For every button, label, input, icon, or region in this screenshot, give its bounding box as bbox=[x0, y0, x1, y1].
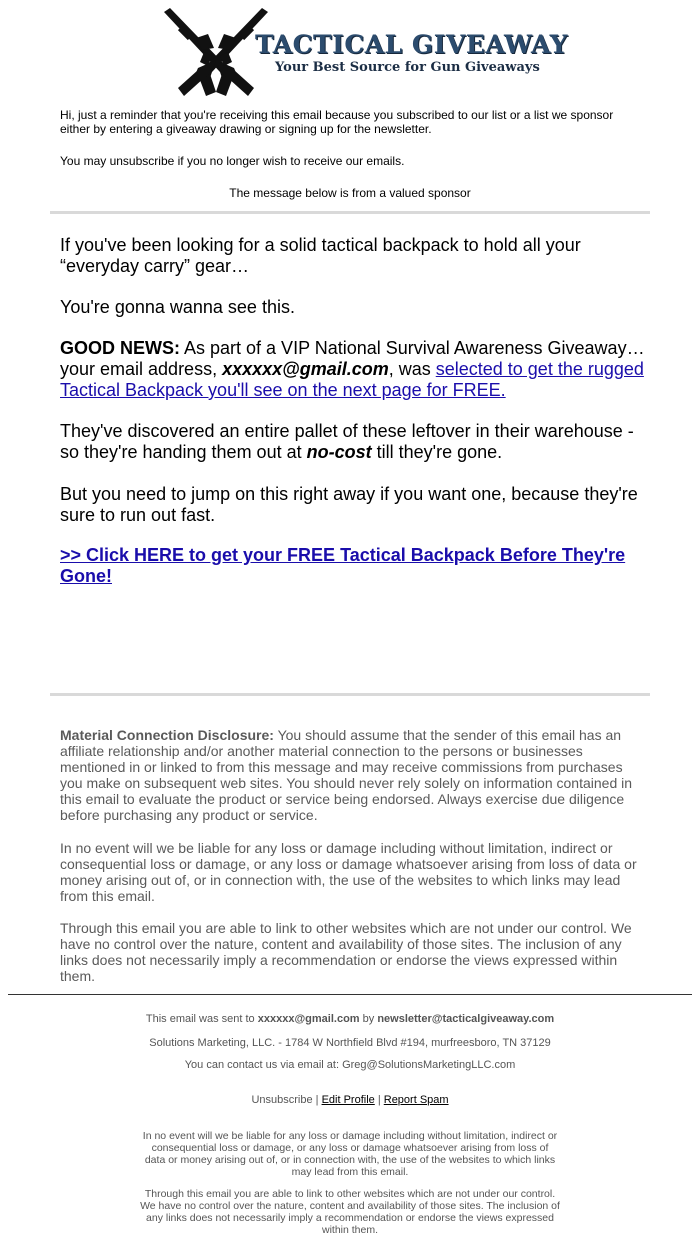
external-links-paragraph bbox=[60, 920, 642, 984]
external-links-text: Through this email you are able to link to other websites which are not under our control. We have no control over the nature, content and availability of those sites. The inclusion of any links does not necessarily imply a recommendation or endorse the views expressed within them. bbox=[60, 920, 632, 984]
sent-email: xxxxxx@gmail.com bbox=[257, 1013, 360, 1025]
liability-text: In no event will we be liable for any loss or damage including without limitation, indirect or consequential loss or damage, or any loss or damage whatsoever arising from loss of data or money arising out of, or in connection with, the use of the websites to which links may lead from this email. bbox=[60, 840, 637, 904]
divider-top bbox=[50, 211, 650, 214]
message-paragraph-2 bbox=[60, 297, 645, 318]
paragraph-pallet bbox=[60, 421, 645, 463]
subscription-reminder: Hi, just a reminder that you're receiving this email because you subscribed to our list or a list we sponsor either by entering a giveaway drawing or signing up for the newsletter. bbox=[60, 108, 614, 136]
email-header bbox=[0, 0, 700, 100]
cta-link[interactable]: >> Click HERE to get your FREE Tactical Backpack Before They're Gone! bbox=[60, 545, 626, 586]
selected-offer-link[interactable]: selected to get the rugged Tactical Backpack you'll see on the next page for FREE. bbox=[60, 359, 644, 400]
paragraph-see-this: You're gonna wanna see this. bbox=[60, 297, 295, 317]
footer-separator bbox=[8, 994, 692, 995]
divider-bottom bbox=[50, 693, 650, 696]
report-spam-link[interactable]: Report Spam bbox=[383, 1094, 449, 1106]
recipient-email: xxxxxx@gmail.com bbox=[222, 359, 389, 379]
unsubscribe-note: You may unsubscribe if you no longer wish to receive our emails. bbox=[60, 154, 405, 168]
sponsor-note: The message below is from a valued sponsor bbox=[229, 186, 471, 200]
footer-links bbox=[0, 1094, 700, 1107]
contact-line: You can contact us via email at: Greg@SolutionsMarketingLLC.com bbox=[184, 1059, 516, 1071]
message-body bbox=[60, 235, 645, 277]
link-separator: | bbox=[374, 1094, 384, 1106]
brand-tagline: Your Best Source for Gun Giveaways bbox=[275, 60, 540, 75]
material-disclosure bbox=[60, 727, 642, 823]
sent-to-line bbox=[0, 1013, 700, 1026]
disclosure-text: You should assume that the sender of this email has an affiliate relationship and/or another material connection to the persons or businesses mentioned in or linked to from this message and may receive commissions from purchases you make on subsequent web sites. You should never rely solely on information contained in this email to evaluate the product or service being endorsed. Always exercise due diligence before purchasing any product or service. bbox=[60, 727, 633, 823]
good-news-label: GOOD NEWS: bbox=[60, 338, 180, 358]
footer-legal-liability: In no event will we be liable for any loss or damage including without limitation, indirect or consequential loss or damage, or any loss or damage whatsoever arising from loss of data or money arising out of, or in connection with, the use of the websites to which links may lead from this email. bbox=[142, 1130, 558, 1178]
message-paragraph-4 bbox=[60, 421, 645, 463]
unsubscribe-text[interactable]: Unsubscribe bbox=[251, 1094, 313, 1106]
good-news-after: , was bbox=[388, 359, 436, 379]
pallet-text: They've discovered an entire pallet of these leftover in their warehouse - so they're handing them out at bbox=[60, 421, 634, 462]
paragraph-intro: If you've been looking for a solid tactical backpack to hold all your “everyday carry” gear… bbox=[60, 235, 581, 276]
no-cost-emphasis: no-cost bbox=[306, 442, 372, 462]
good-news-text: As part of a VIP National Survival Awareness Giveaway… your email address, bbox=[60, 338, 645, 379]
paragraph-good-news bbox=[60, 338, 645, 401]
message-paragraph-3 bbox=[60, 338, 645, 401]
company-address: Solutions Marketing, LLC. - 1784 W Northfield Blvd #194, murfreesboro, TN 37129 bbox=[149, 1037, 551, 1049]
disclosure-label: Material Connection Disclosure: bbox=[60, 727, 274, 743]
edit-profile-link[interactable]: Edit Profile bbox=[321, 1094, 375, 1106]
sent-by: by bbox=[359, 1013, 378, 1025]
brand-title: TACTICAL GIVEAWAY bbox=[255, 30, 569, 59]
paragraph-urgency: But you need to jump on this right away if you want one, because they're sure to run out fast. bbox=[60, 484, 638, 525]
link-separator: | bbox=[312, 1094, 322, 1106]
pallet-after: till they're gone. bbox=[371, 442, 503, 462]
footer-legal-links: Through this email you are able to link to other websites which are not under our control. We have no control over the nature, content and availability of those sites. The inclusion of any links does not necessarily imply a recommendation or endorse the views expressed within them. bbox=[140, 1188, 560, 1236]
message-cta bbox=[60, 545, 645, 587]
sent-prefix: This email was sent to bbox=[145, 1013, 258, 1025]
liability-paragraph bbox=[60, 840, 642, 904]
sender-email: newsletter@tacticalgiveaway.com bbox=[377, 1013, 555, 1025]
message-paragraph-5 bbox=[60, 484, 645, 526]
